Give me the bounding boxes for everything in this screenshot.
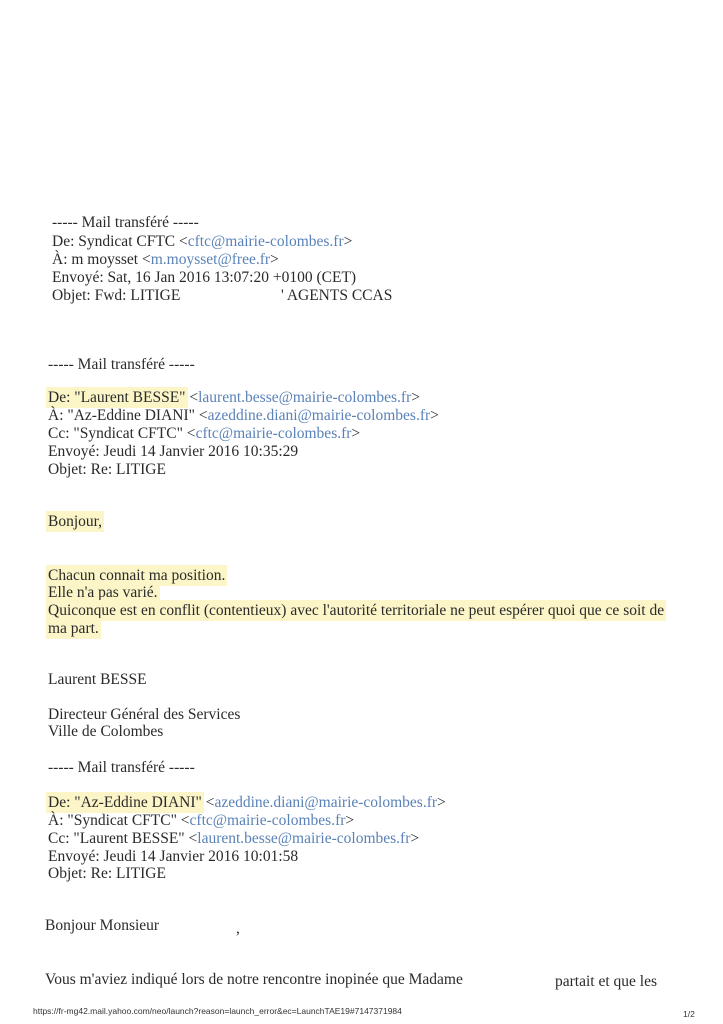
to-line-3: À: "Syndicat CFTC" <cftc@mairie-colombes.fr> bbox=[48, 812, 355, 829]
to-label: À: m moysset < bbox=[52, 251, 151, 268]
to-label: À: "Az-Eddine DIANI" < bbox=[48, 407, 208, 424]
body-line bbox=[48, 567, 225, 585]
body-text: Chacun connait ma position. bbox=[48, 567, 226, 584]
to-line-1 bbox=[52, 251, 279, 269]
to-email-link[interactable]: azeddine.diani@mairie-colombes.fr bbox=[207, 407, 431, 424]
cc-line-3: Cc: "Laurent BESSE" <laurent.besse@mairie-colombes.fr> bbox=[48, 830, 420, 847]
forward-header-2: ----- Mail transféré ----- bbox=[48, 356, 195, 373]
from-line-2: De: "Laurent BESSE" <laurent.besse@mairie-colombes.fr> bbox=[48, 389, 420, 406]
from-label: De: Syndicat CFTC < bbox=[52, 233, 188, 250]
body-line bbox=[48, 584, 158, 602]
body-text: Elle n'a pas varié. bbox=[48, 584, 158, 601]
from-email-link[interactable]: laurent.besse@mairie-colombes.fr bbox=[198, 389, 412, 406]
forward-header-1: ----- Mail transféré ----- bbox=[52, 214, 199, 231]
cc-line-2: Cc: "Syndicat CFTC" <cftc@mairie-colombes.fr> bbox=[48, 425, 361, 442]
forward-header-3: ----- Mail transféré ----- bbox=[48, 759, 195, 776]
from-line-3: De: "Az-Eddine DIANI" <azeddine.diani@mairie-colombes.fr> bbox=[48, 794, 446, 811]
from-email-link[interactable]: azeddine.diani@mairie-colombes.fr bbox=[214, 794, 438, 811]
greeting-2 bbox=[48, 513, 102, 531]
from-label-highlighted: De: "Az-Eddine DIANI" bbox=[48, 794, 202, 811]
body-line bbox=[48, 602, 664, 620]
sent-line-1: Envoyé: Sat, 16 Jan 2016 13:07:20 +0100 (CET) bbox=[52, 269, 357, 286]
to-email-link[interactable]: cftc@mairie-colombes.fr bbox=[189, 812, 346, 829]
cc-email-link[interactable]: laurent.besse@mairie-colombes.fr bbox=[197, 830, 411, 847]
signature-name: Laurent BESSE bbox=[48, 671, 147, 688]
bracket: > bbox=[270, 251, 279, 268]
subject-tail-1: ' AGENTS CCAS bbox=[281, 287, 393, 304]
signature-title: Directeur Général des Services bbox=[48, 706, 241, 723]
subject-line-3: Objet: Re: LITIGE bbox=[48, 865, 166, 882]
sent-line-2: Envoyé: Jeudi 14 Janvier 2016 10:35:29 bbox=[48, 443, 299, 460]
signature-org: Ville de Colombes bbox=[48, 723, 164, 740]
body-text: ma part. bbox=[48, 620, 99, 637]
subject-line-2: Objet: Re: LITIGE bbox=[48, 461, 166, 478]
subject-label: Objet: Fwd: LITIGE bbox=[52, 287, 181, 304]
from-label-highlighted: De: "Laurent BESSE" bbox=[48, 389, 186, 406]
cc-email-link[interactable]: cftc@mairie-colombes.fr bbox=[195, 425, 352, 442]
sent-line-3: Envoyé: Jeudi 14 Janvier 2016 10:01:58 bbox=[48, 848, 299, 865]
bracket: > bbox=[343, 233, 353, 250]
greeting-3: Bonjour Monsieur bbox=[45, 917, 160, 934]
body-text: Quiconque est en conflit (contentieux) avec l'autorité territoriale ne peut espérer quoi que ce soit de bbox=[48, 602, 665, 619]
greeting-text: Bonjour, bbox=[48, 513, 103, 530]
body-start-3: Vous m'aviez indiqué lors de notre rencontre inopinée que Madame bbox=[45, 971, 463, 988]
from-email-link[interactable]: cftc@mairie-colombes.fr bbox=[187, 233, 344, 250]
subject-line-1 bbox=[52, 287, 180, 305]
greeting-comma: , bbox=[236, 920, 240, 937]
from-line-1 bbox=[52, 233, 352, 251]
cc-label: Cc: "Syndicat CFTC" < bbox=[48, 425, 196, 442]
to-label: À: "Syndicat CFTC" < bbox=[48, 812, 190, 829]
body-end-3: partait et que les bbox=[555, 973, 657, 990]
cc-label: Cc: "Laurent BESSE" < bbox=[48, 830, 198, 847]
to-line-2: À: "Az-Eddine DIANI" <azeddine.diani@mairie-colombes.fr> bbox=[48, 407, 439, 424]
footer-url: https://fr-mg42.mail.yahoo.com/neo/launch?reason=launch_error&ec=LaunchTAE19#7147371984 bbox=[33, 1006, 402, 1016]
page-number: 1/2 bbox=[683, 1009, 695, 1019]
to-email-link[interactable]: m.moysset@free.fr bbox=[150, 251, 271, 268]
body-line bbox=[48, 620, 99, 638]
